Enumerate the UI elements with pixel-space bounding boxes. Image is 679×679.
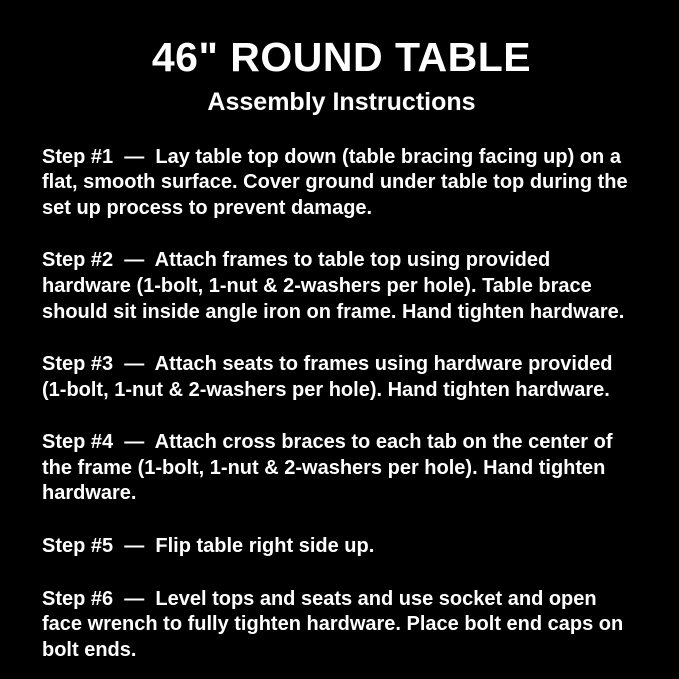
step-item-2: Step #2 — Attach frames to table top using provided hardware (1-bolt, 1-nut & 2-washers per hole). Table brace should sit inside angle iron on frame. Hand tighten hardware. [42,249,625,323]
step-item-6: Step #6 — Level tops and seats and use socket and open face wrench to fully tighten hardware. Place bolt end caps on bolt ends. [42,587,629,661]
step-item-1: Step #1 — Lay table top down (table bracing facing up) on a flat, smooth surface. Cover ground under table top during the set up process to prevent damage. [42,145,634,219]
page-subtitle: Assembly Instructions [207,88,476,117]
step-item-5: Step #5 — Flip table right side up. [42,535,375,558]
page-title: 46" ROUND TABLE [151,34,532,80]
step-item-3: Step #3 — Attach seats to frames using hardware provided (1-bolt, 1-nut & 2-washers per hole). Hand tighten hardware. [42,353,619,401]
step-item-4: Step #4 — Attach cross braces to each tab on the center of the frame (1-bolt, 1-nut & 2-washers per hole). Hand tighten hardware. [42,431,619,505]
steps-list [42,145,641,664]
